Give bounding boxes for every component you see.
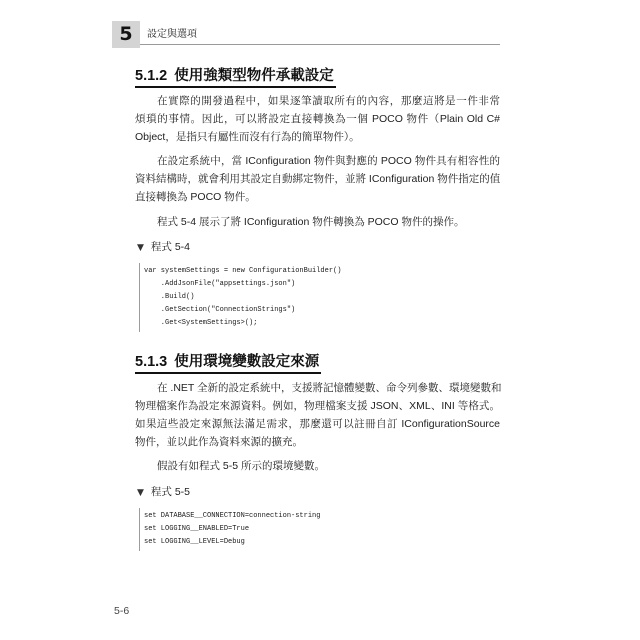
triangle-down-icon: ▼ (137, 488, 144, 498)
header-rule (140, 44, 500, 45)
listing-caption (137, 483, 190, 501)
paragraph-line: 如果這些設定來源無法滿足需求，那麼還可以註冊自訂 IConfigurationSource (135, 418, 500, 430)
paragraph-line: 資料結構時，就會利用其設定自動綁定物件，並將 IConfiguration 物件指定的值 (135, 173, 501, 185)
paragraph (135, 152, 500, 206)
running-header-title: 設定與選項 (147, 29, 197, 40)
paragraph-line: 物理檔案作為設定來源資料。例如，物理檔案支援 JSON、XML、INI 等格式。 (135, 400, 500, 412)
paragraph (135, 379, 500, 451)
code-line: set LOGGING__LEVEL=Debug (144, 538, 245, 546)
code-line: .GetSection("ConnectionStrings") (144, 306, 296, 314)
code-line: var systemSettings = new ConfigurationBuilder() (144, 267, 342, 275)
paragraph-line: 程式 5-4 展示了將 IConfiguration 物件轉換為 POCO 物件的操作。 (157, 216, 465, 228)
section-heading (135, 67, 336, 88)
section-heading (135, 353, 321, 374)
code-line: .Get<SystemSettings>(); (144, 319, 258, 327)
listing-caption-text: 程式 5-4 (150, 241, 191, 253)
section-title: 使用環境變數設定來源 (174, 354, 320, 370)
section-title: 使用強類型物件承載設定 (174, 68, 334, 84)
paragraph-line: 在實際的開發過程中，如果逐筆讀取所有的內容，那麼這將是一件非常 (157, 95, 500, 107)
paragraph-line: 在設定系統中，當 IConfiguration 物件與對應的 POCO 物件具有相容性的 (157, 155, 500, 167)
paragraph (135, 213, 500, 231)
code-line: set DATABASE__CONNECTION=connection-string (144, 512, 321, 520)
code-line: .AddJsonFile("appsettings.json") (144, 280, 296, 288)
chapter-number-badge: 5 (112, 21, 140, 48)
paragraph (135, 92, 500, 146)
paragraph-line: 煩瑣的事情。因此，可以將設定直接轉換為一個 POCO 物件（Plain Old C# (135, 113, 500, 125)
code-listing (139, 508, 320, 551)
paragraph-line: 直接轉換為 POCO 物件。 (135, 191, 256, 203)
listing-caption-text: 程式 5-5 (150, 486, 191, 498)
paragraph-line: 在 .NET 全新的設定系統中，支援將記憶體變數、命令列參數、環境變數和 (157, 382, 502, 394)
paragraph-line: 假設有如程式 5-5 所示的環境變數。 (157, 460, 326, 472)
paragraph (135, 457, 500, 475)
page-number: 5-6 (114, 605, 130, 617)
section-number: 5.1.2 (135, 68, 168, 84)
section-number: 5.1.3 (135, 354, 168, 370)
code-line: set LOGGING__ENABLED=True (144, 525, 250, 533)
code-line: .Build() (144, 293, 195, 301)
listing-caption (137, 238, 190, 256)
code-listing (139, 263, 341, 332)
triangle-down-icon: ▼ (137, 243, 144, 253)
paragraph-line: Object，是指只有屬性而沒有行為的簡單物件）。 (135, 131, 360, 143)
paragraph-line: 物件，並以此作為資料來源的擴充。 (135, 436, 303, 448)
